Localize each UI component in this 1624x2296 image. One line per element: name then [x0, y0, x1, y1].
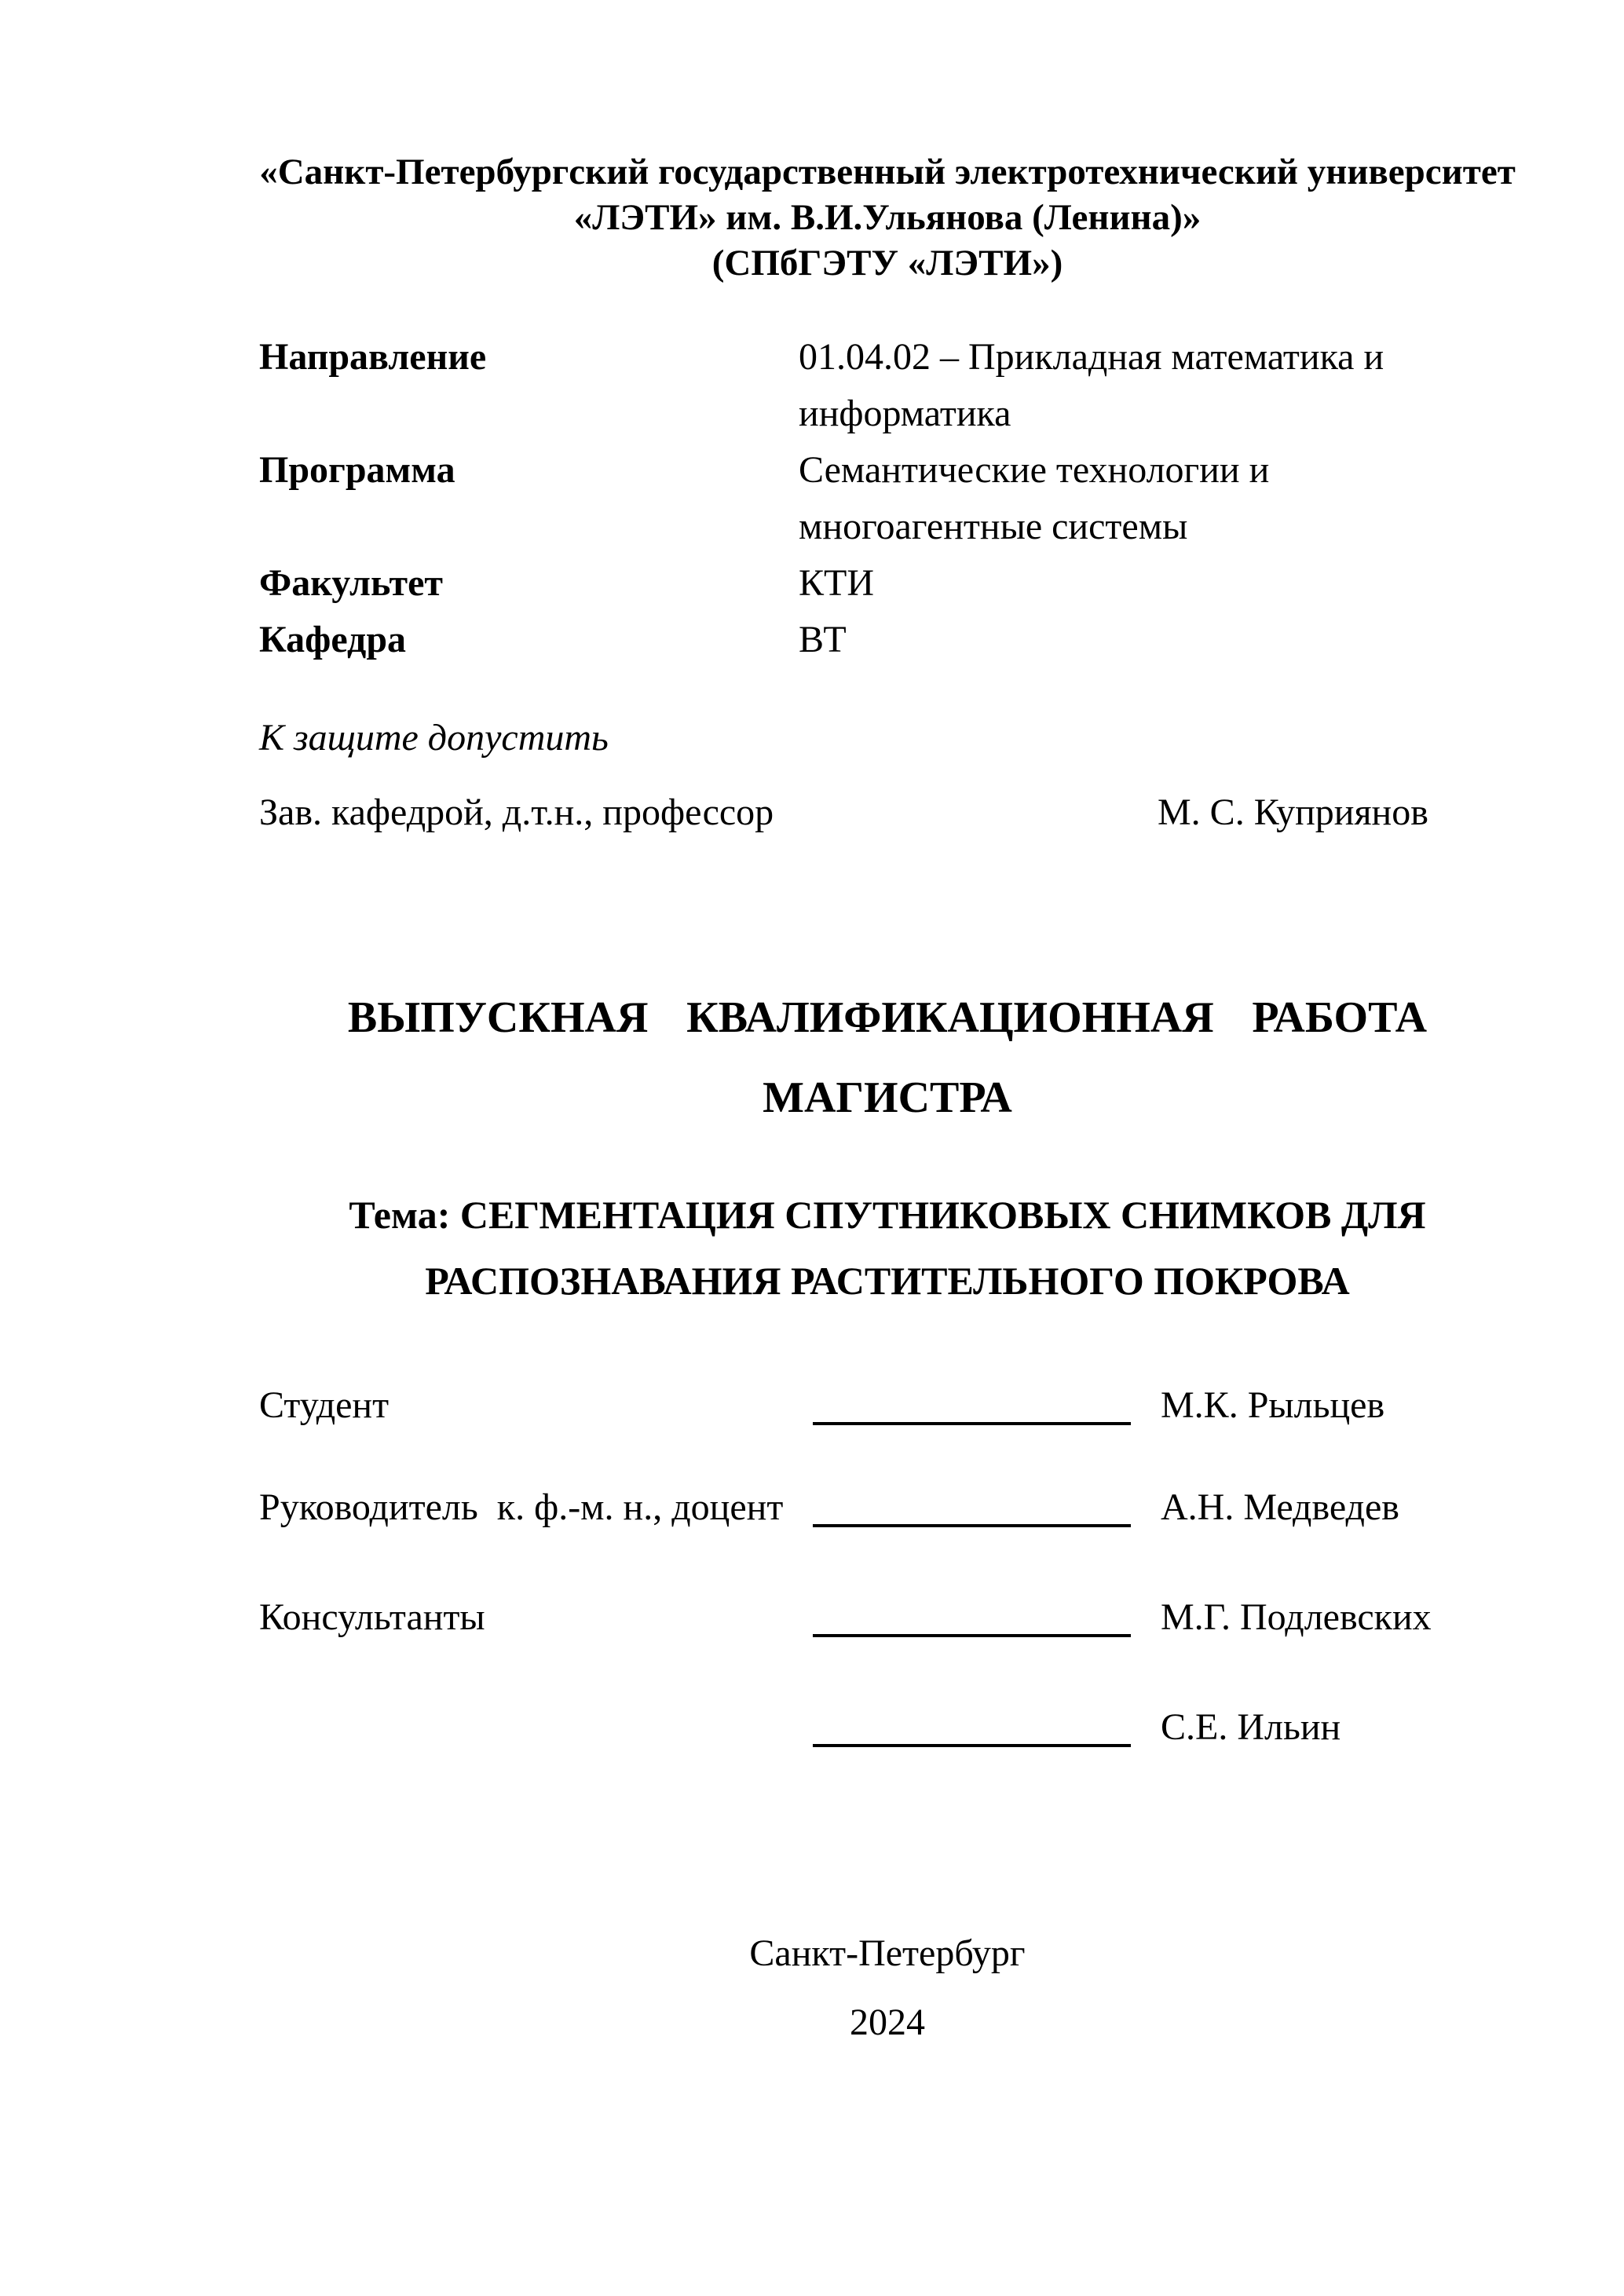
signature-role-consultants: Консультанты	[259, 1596, 485, 1638]
field-label-direction: Направление	[259, 336, 487, 378]
field-label-department: Кафедра	[259, 619, 407, 660]
admission-note: К защите допустить	[259, 717, 609, 759]
university-name-line2: «ЛЭТИ» им. В.И.Ульянова (Ленина)»	[573, 197, 1202, 238]
signature-role-student: Студент	[259, 1384, 390, 1426]
signature-name-consultant-2: С.Е. Ильин	[1161, 1706, 1341, 1748]
signature-line	[813, 1524, 1131, 1527]
field-value-program: Семантические технологии и многоагентные системы	[799, 449, 1270, 547]
signature-name-student: М.К. Рыльцев	[1161, 1384, 1385, 1426]
approver-role: Зав. кафедрой, д.т.н., профессор	[259, 792, 774, 833]
work-title-line2: МАГИСТРА	[763, 1073, 1012, 1122]
field-value-direction: 01.04.02 – Прикладная математика и информатика	[799, 336, 1384, 434]
university-header	[259, 149, 1516, 286]
thesis-theme-line1: Тема: СЕГМЕНТАЦИЯ СПУТНИКОВЫХ СНИМКОВ ДЛЯ	[349, 1193, 1426, 1237]
field-value-department: ВТ	[799, 619, 847, 660]
signature-line	[813, 1422, 1131, 1425]
footer-year: 2024	[850, 2002, 925, 2043]
work-title-line1: ВЫПУСКНАЯ КВАЛИФИКАЦИОННАЯ РАБОТА	[347, 993, 1428, 1042]
signature-role-supervisor: Руководитель к. ф.-м. н., доцент	[259, 1486, 784, 1528]
university-abbreviation: (СПбГЭТУ «ЛЭТИ»)	[711, 243, 1063, 283]
signature-line	[813, 1634, 1131, 1637]
field-value-faculty: КТИ	[799, 562, 874, 604]
thesis-theme	[259, 1182, 1516, 1314]
approver-name: М. С. Куприянов	[1158, 792, 1428, 833]
work-title	[259, 978, 1516, 1138]
signature-line	[813, 1744, 1131, 1747]
university-name-line1: «Санкт-Петербургский государственный электротехнический университет	[259, 152, 1516, 192]
footer-city: Санкт-Петербург	[749, 1932, 1026, 1974]
thesis-theme-line2: РАСПОЗНАВАНИЯ РАСТИТЕЛЬНОГО ПОКРОВА	[425, 1259, 1350, 1303]
signature-name-consultant-1: М.Г. Подлевских	[1161, 1596, 1432, 1638]
signature-name-supervisor: А.Н. Медведев	[1161, 1486, 1399, 1528]
field-label-faculty: Факультет	[259, 562, 443, 604]
field-label-program: Программа	[259, 449, 455, 491]
